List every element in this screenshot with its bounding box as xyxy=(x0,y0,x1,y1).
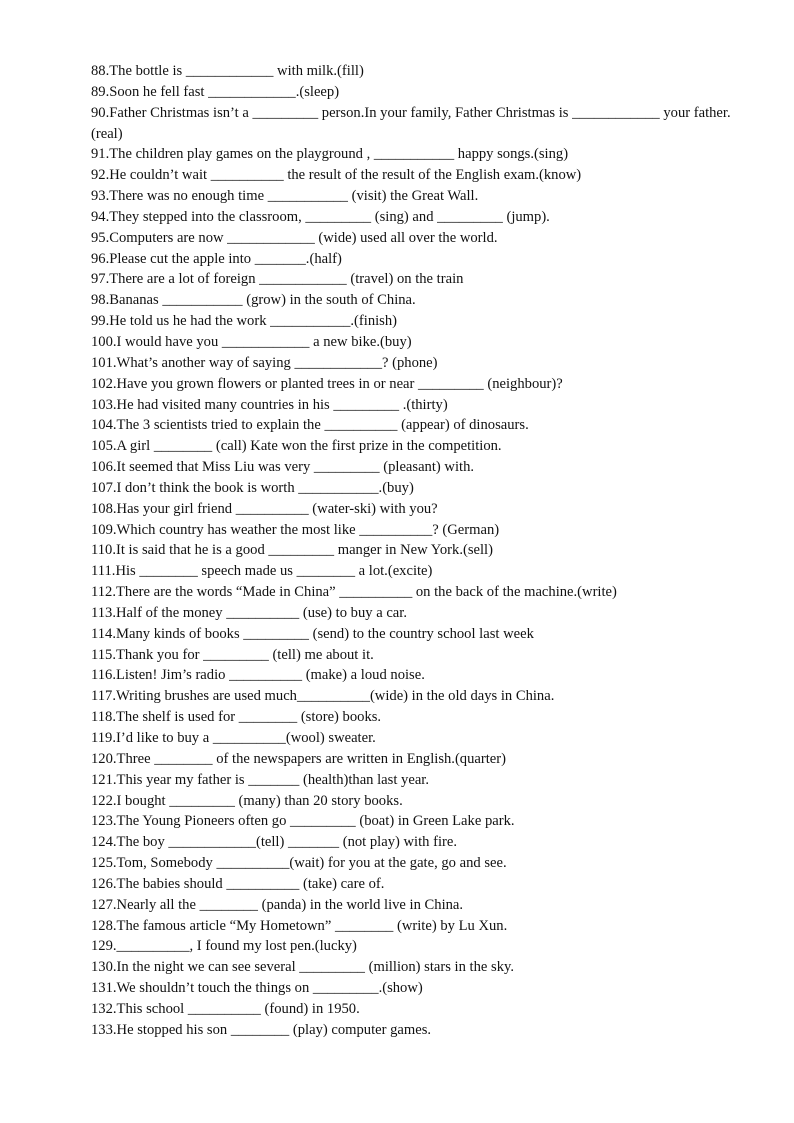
question-121: 121.This year my father is _______ (health)than last year. xyxy=(91,771,429,788)
question-125: 125.Tom, Somebody __________(wait) for you at the gate, go and see. xyxy=(91,855,507,872)
question-91: 91.The children play games on the playground , ___________ happy songs.(sing) xyxy=(91,146,569,163)
question-118: 118.The shelf is used for ________ (store) books. xyxy=(91,709,382,726)
exercise-page xyxy=(60,61,750,1041)
question-108: 108.Has your girl friend __________ (water-ski) with you? xyxy=(91,500,438,517)
question-122: 122.I bought _________ (many) than 20 story books. xyxy=(91,792,403,809)
question-117: 117.Writing brushes are used much__________(wide) in the old days in China. xyxy=(91,688,555,705)
question-113: 113.Half of the money __________ (use) to buy a car. xyxy=(91,604,407,621)
question-124: 124.The boy ____________(tell) _______ (not play) with fire. xyxy=(91,834,457,851)
question-96: 96.Please cut the apple into _______.(half) xyxy=(91,250,342,267)
question-115: 115.Thank you for _________ (tell) me about it. xyxy=(91,646,374,663)
question-102: 102.Have you grown flowers or planted trees in or near _________ (neighbour)? xyxy=(91,375,563,392)
question-130: 130.In the night we can see several _________ (million) stars in the sky. xyxy=(91,959,514,976)
question-98: 98.Bananas ___________ (grow) in the south of China. xyxy=(91,292,416,309)
question-92: 92.He couldn’t wait __________ the result of the result of the English exam.(know) xyxy=(91,167,582,184)
question-109: 109.Which country has weather the most like __________? (German) xyxy=(91,521,500,538)
question-89: 89.Soon he fell fast ____________.(sleep) xyxy=(91,83,340,100)
question-97: 97.There are a lot of foreign ____________ (travel) on the train xyxy=(91,271,464,288)
question-104: 104.The 3 scientists tried to explain the __________ (appear) of dinosaurs. xyxy=(91,417,529,434)
question-101: 101.What’s another way of saying ____________? (phone) xyxy=(91,354,438,371)
question-105: 105.A girl ________ (call) Kate won the first prize in the competition. xyxy=(91,438,502,455)
question-100: 100.I would have you ____________ a new bike.(buy) xyxy=(91,333,412,350)
question-133: 133.He stopped his son ________ (play) computer games. xyxy=(91,1021,432,1038)
question-90: 90.Father Christmas isn’t a _________ person.In your family, Father Christmas is ____________ your father.(real) xyxy=(91,104,731,142)
question-93: 93.There was no enough time ___________ (visit) the Great Wall. xyxy=(91,188,479,205)
question-119: 119.I’d like to buy a __________(wool) sweater. xyxy=(91,730,376,746)
question-110: 110.It is said that he is a good _________ manger in New York.(sell) xyxy=(91,542,493,559)
question-99: 99.He told us he had the work ___________.(finish) xyxy=(91,313,398,330)
question-103: 103.He had visited many countries in his _________ .(thirty) xyxy=(91,396,448,413)
question-107: 107.I don’t think the book is worth ___________.(buy) xyxy=(91,479,414,496)
question-106: 106.It seemed that Miss Liu was very _________ (pleasant) with. xyxy=(91,459,475,476)
question-132: 132.This school __________ (found) in 1950. xyxy=(91,1000,360,1017)
question-123: 123.The Young Pioneers often go _________ (boat) in Green Lake park. xyxy=(91,813,515,830)
question-114: 114.Many kinds of books _________ (send) to the country school last week xyxy=(91,625,534,642)
question-95: 95.Computers are now ____________ (wide) used all over the world. xyxy=(91,229,498,246)
question-112: 112.There are the words “Made in China” __________ on the back of the machine.(write) xyxy=(91,584,617,601)
question-94: 94.They stepped into the classroom, _________ (sing) and _________ (jump). xyxy=(91,208,550,225)
question-111: 111.His ________ speech made us ________ a lot.(excite) xyxy=(91,563,433,580)
question-120: 120.Three ________ of the newspapers are written in English.(quarter) xyxy=(91,750,506,767)
question-116: 116.Listen! Jim’s radio __________ (make) a loud noise. xyxy=(91,667,425,684)
question-129: 129.__________, I found my lost pen.(lucky) xyxy=(91,938,357,955)
question-127: 127.Nearly all the ________ (panda) in the world live in China. xyxy=(91,896,464,913)
question-126: 126.The babies should __________ (take) care of. xyxy=(91,875,385,892)
question-88: 88.The bottle is ____________ with milk.(fill) xyxy=(91,63,364,79)
question-131: 131.We shouldn’t touch the things on _________.(show) xyxy=(91,980,423,997)
question-128: 128.The famous article “My Hometown” ________ (write) by Lu Xun. xyxy=(91,917,508,934)
